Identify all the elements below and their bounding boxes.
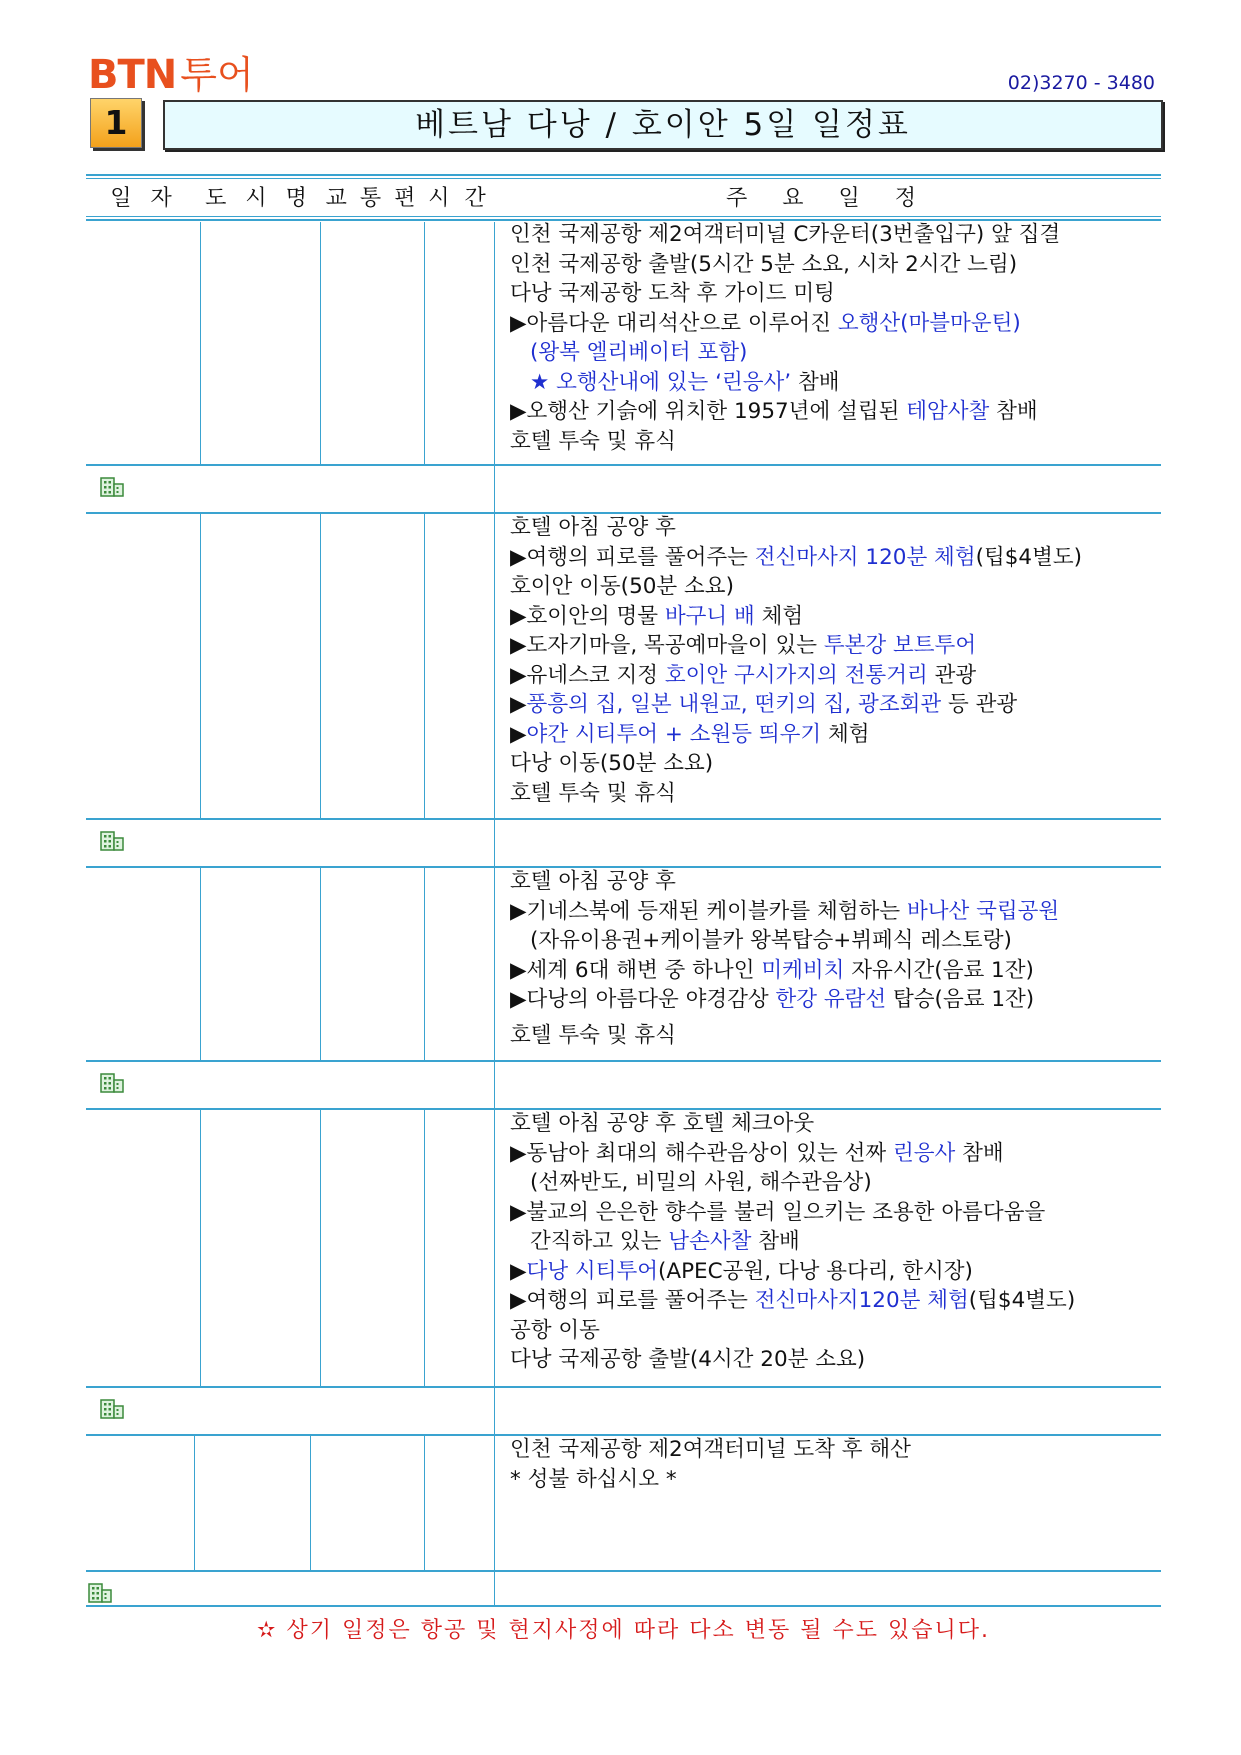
day3-hotel-top-rule	[86, 1060, 1161, 1062]
day1-col-rule	[424, 222, 425, 466]
schedule-highlight: 전신마사지 120분 체험	[754, 545, 976, 570]
schedule-highlight: 한강 유람선	[775, 987, 887, 1012]
schedule-line	[510, 631, 976, 661]
day5-col-rule	[194, 1435, 195, 1572]
schedule-line	[510, 1286, 1075, 1316]
day1-col-rule	[320, 222, 321, 466]
schedule-text: 참배	[955, 1141, 1004, 1166]
schedule-line	[510, 690, 1017, 720]
schedule-highlight: 남손사찰	[668, 1229, 752, 1254]
schedule-line	[510, 985, 1034, 1015]
table-top-rule-thin	[86, 178, 1161, 179]
day4-hotel-col-rule	[494, 1387, 495, 1434]
day4-col-rule	[200, 1109, 201, 1388]
schedule-line	[510, 1316, 600, 1346]
day5-col-rule	[424, 1435, 425, 1572]
schedule-highlight: 린응사	[893, 1141, 956, 1166]
day3-col-rule	[424, 867, 425, 1062]
btn-tour-logo	[88, 52, 254, 98]
schedule-text: 호텔 투숙 및 휴식	[510, 1023, 676, 1048]
schedule-highlight: (왕복 엘리베이터 포함)	[530, 340, 748, 365]
schedule-text: 공항 이동	[510, 1318, 600, 1343]
table-top-rule	[86, 174, 1161, 176]
schedule-line	[510, 397, 1038, 427]
schedule-line	[510, 1257, 973, 1287]
schedule-text: (선짜반도, 비밀의 사원, 해수관음상)	[530, 1170, 872, 1195]
schedule-text: 호텔 투숙 및 휴식	[510, 781, 676, 806]
schedule-highlight: 테암사찰	[906, 399, 990, 424]
day2-hotel-col-rule	[494, 819, 495, 866]
schedule-line	[530, 338, 747, 368]
schedule-text: ▶기네스북에 등재된 케이블카를 체험하는	[510, 899, 907, 924]
schedule-highlight: 야간 시티투어 + 소원등 띄우기	[526, 722, 822, 747]
schedule-line	[530, 368, 840, 398]
day4-col-rule	[494, 1109, 495, 1388]
schedule-line	[510, 279, 835, 309]
schedule-text: 참배	[791, 370, 840, 395]
day1-col-rule	[494, 222, 495, 466]
day5-col-rule	[310, 1435, 311, 1572]
building-icon	[100, 1397, 124, 1419]
footer-note: ✫ 상기 일정은 항공 및 현지사정에 따라 다소 변동 될 수도 있습니다.	[257, 1618, 990, 1643]
day2-col-rule	[200, 513, 201, 820]
schedule-line	[510, 1021, 676, 1051]
day2-hotel-top-rule	[86, 818, 1161, 820]
schedule-text: 호텔 투숙 및 휴식	[510, 429, 676, 454]
schedule-line	[510, 572, 734, 602]
schedule-highlight: 바구니 배	[664, 604, 755, 629]
schedule-text: 참배	[751, 1229, 800, 1254]
schedule-text: 간직하고 있는	[530, 1229, 669, 1254]
schedule-line	[510, 956, 1034, 986]
schedule-line	[510, 1345, 865, 1375]
schedule-text: 등 관광	[941, 692, 1018, 717]
building-icon	[100, 829, 124, 851]
day3-col-rule	[200, 867, 201, 1062]
schedule-text: ▶	[510, 722, 527, 747]
day3-hotel-col-rule	[494, 1061, 495, 1108]
page-number-badge: 1	[90, 98, 142, 148]
day2-col-rule	[320, 513, 321, 820]
schedule-text: 다낭 국제공항 도착 후 가이드 미팅	[510, 281, 835, 306]
schedule-line	[510, 220, 1060, 250]
schedule-highlight: 전신마사지120분 체험	[754, 1288, 969, 1313]
schedule-line	[510, 543, 1082, 573]
schedule-text: 인천 국제공항 제2여객터미널 C카운터(3번출입구) 앞 집결	[510, 222, 1061, 247]
day5-hotel-top-rule	[86, 1570, 1161, 1572]
schedule-text: 관광	[927, 663, 977, 688]
schedule-text: (APEC공원, 다낭 용다리, 한시장)	[658, 1259, 973, 1284]
day1-hotel-col-rule	[494, 465, 495, 512]
day5-hotel-col-rule	[494, 1571, 495, 1605]
building-icon	[100, 475, 124, 497]
schedule-line	[510, 897, 1059, 927]
building-icon	[88, 1581, 112, 1603]
schedule-text: 호텔 아침 공양 후 호텔 체크아웃	[510, 1111, 815, 1136]
schedule-text: 호텔 아침 공양 후	[510, 515, 676, 540]
schedule-text: ▶여행의 피로를 풀어주는	[510, 545, 755, 570]
building-icon	[100, 1071, 124, 1093]
schedule-line	[510, 1139, 1004, 1169]
schedule-text: 참배	[989, 399, 1038, 424]
day3-col-rule	[320, 867, 321, 1062]
schedule-text: ▶아름다운 대리석산으로 이루어진	[510, 311, 838, 336]
schedule-text: 탑승(음료 1잔)	[886, 987, 1035, 1012]
schedule-text: ▶도자기마을, 목공예마을이 있는	[510, 633, 824, 658]
schedule-highlight: 호이안 구시가지의 전통거리	[664, 663, 928, 688]
schedule-text: ▶불교의 은은한 향수를 불러 일으키는 조용한 아름다움을	[510, 1200, 1046, 1225]
schedule-text: 다낭 이동(50분 소요)	[510, 751, 714, 776]
schedule-text: 다낭 국제공항 출발(4시간 20분 소요)	[510, 1347, 866, 1372]
schedule-line	[530, 926, 1012, 956]
page-title: 베트남 다낭 / 호이안 5일 일정표	[163, 100, 1163, 150]
schedule-text: ▶유네스코 지정	[510, 663, 665, 688]
schedule-text: 체험	[821, 722, 870, 747]
schedule-text: 체험	[754, 604, 804, 629]
schedule-text: (팁$4별도)	[975, 545, 1083, 570]
schedule-text: 호텔 아침 공양 후	[510, 869, 676, 894]
schedule-line	[510, 513, 676, 543]
header-city: 도 시 명	[205, 186, 313, 211]
header-bottom-rule-thin	[86, 216, 1161, 217]
day1-hotel-top-rule	[86, 464, 1161, 466]
schedule-line	[510, 602, 803, 632]
schedule-text: ▶다낭의 아름다운 야경감상	[510, 987, 776, 1012]
day4-col-rule	[424, 1109, 425, 1388]
schedule-highlight: ★ 오행산내에 있는 ‘린응사’	[530, 370, 792, 395]
schedule-line	[530, 1227, 800, 1257]
schedule-line	[510, 779, 676, 809]
logo-tour-text: 투어	[180, 53, 254, 97]
schedule-line	[510, 1435, 911, 1465]
schedule-text: ▶	[510, 1259, 527, 1284]
schedule-text: ▶오행산 기슭에 위치한 1957년에 설립된	[510, 399, 907, 424]
schedule-line	[510, 661, 976, 691]
schedule-highlight: 미케비치	[761, 958, 845, 983]
header-time: 시 간	[428, 186, 490, 211]
header-transport: 교 통 편	[325, 186, 419, 211]
schedule-text: ▶	[510, 692, 527, 717]
day1-col-rule	[200, 222, 201, 466]
schedule-line	[510, 1109, 814, 1139]
day5-hotel-bottom-rule	[86, 1605, 1161, 1607]
schedule-text: ▶동남아 최대의 해수관음상이 있는 선짜	[510, 1141, 894, 1166]
schedule-line	[510, 1465, 677, 1495]
day2-col-rule	[424, 513, 425, 820]
schedule-highlight: 다낭 시티투어	[526, 1259, 658, 1284]
day2-col-rule	[494, 513, 495, 820]
header-schedule: 주 요 일 정	[726, 186, 930, 211]
schedule-text: (팁$4별도)	[968, 1288, 1076, 1313]
day4-hotel-top-rule	[86, 1386, 1161, 1388]
schedule-text: ▶여행의 피로를 풀어주는	[510, 1288, 755, 1313]
schedule-text: (자유이용권+케이블카 왕복탑승+뷔페식 레스토랑)	[530, 928, 1012, 953]
day5-col-rule	[494, 1435, 495, 1572]
logo-btn-text: BTN	[88, 52, 177, 98]
phone-number: 02)3270 - 3480	[1007, 72, 1155, 94]
schedule-text: * 성불 하십시오 *	[510, 1467, 677, 1492]
header-date: 일 자	[110, 186, 178, 211]
schedule-line	[530, 1168, 872, 1198]
schedule-text: 자유시간(음료 1잔)	[844, 958, 1034, 983]
schedule-line	[510, 427, 676, 457]
schedule-text: 인천 국제공항 출발(5시간 5분 소요, 시차 2시간 느림)	[510, 252, 1018, 277]
schedule-text: ▶세계 6대 해변 중 하나인	[510, 958, 762, 983]
day3-col-rule	[494, 867, 495, 1062]
schedule-highlight: 풍흥의 집, 일본 내원교, 떤키의 집, 광조회관	[526, 692, 942, 717]
schedule-line	[510, 250, 1017, 280]
schedule-line	[510, 1198, 1045, 1228]
day4-col-rule	[320, 1109, 321, 1388]
schedule-line	[510, 749, 713, 779]
schedule-text: 인천 국제공항 제2여객터미널 도착 후 해산	[510, 1437, 911, 1462]
schedule-line	[510, 720, 870, 750]
schedule-line	[510, 309, 1021, 339]
schedule-text: ▶호이안의 명물	[510, 604, 665, 629]
schedule-line	[510, 867, 676, 897]
schedule-highlight: 오행산(마블마운틴)	[837, 311, 1021, 336]
schedule-highlight: 투본강 보트투어	[823, 633, 977, 658]
schedule-highlight: 바나산 국립공원	[906, 899, 1060, 924]
schedule-text: 호이안 이동(50분 소요)	[510, 574, 734, 599]
